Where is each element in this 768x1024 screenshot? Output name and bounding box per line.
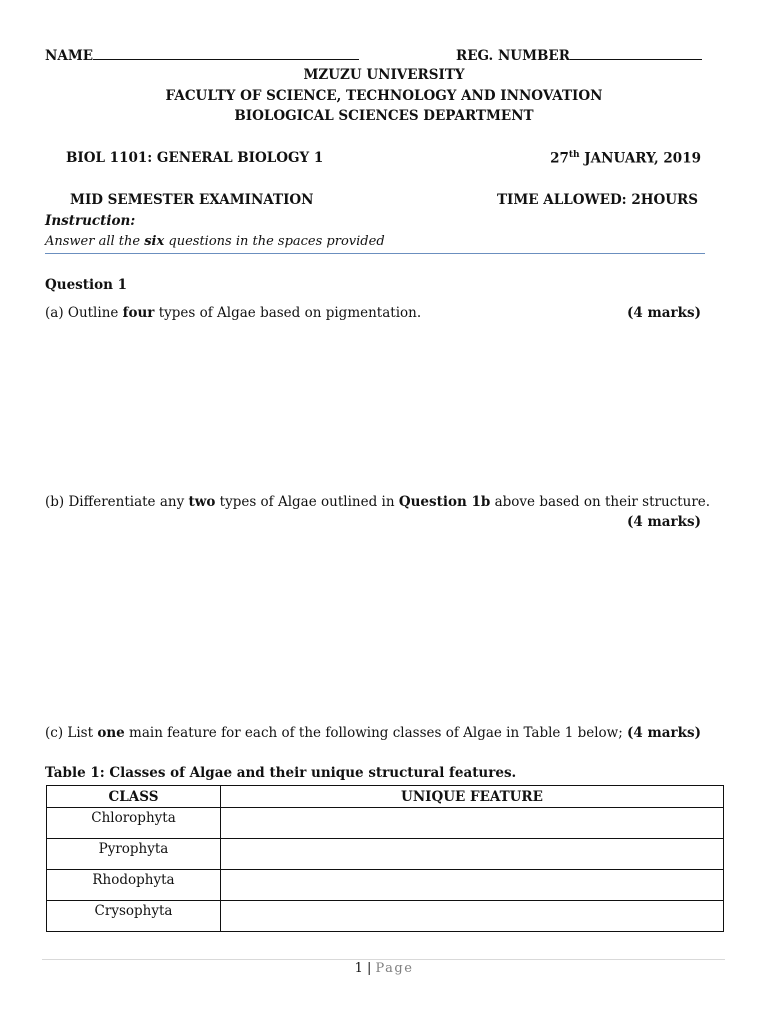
table-row <box>47 808 724 839</box>
reg-number-label: REG. NUMBER <box>456 48 570 64</box>
question-1b-marks: (4 marks) <box>627 514 701 530</box>
question-1b-reference: Question 1b <box>398 494 491 510</box>
table-cell-class: Rhodophyta <box>47 870 221 901</box>
name-field <box>45 47 359 64</box>
question-1a-post: types of Algae based on pigmentation. <box>154 305 422 321</box>
table-header-row <box>47 786 724 808</box>
page-footer <box>0 961 768 976</box>
name-label: NAME <box>45 48 94 64</box>
question-1c-marks: (4 marks) <box>627 725 701 741</box>
table-header-class: CLASS <box>47 786 221 808</box>
table-row <box>47 839 724 870</box>
reg-number-blank-line <box>570 47 702 60</box>
exam-date-rest: JANUARY, 2019 <box>579 150 701 167</box>
exam-date-day: 27 <box>550 150 569 167</box>
instruction-text-post: questions in the spaces provided <box>164 234 385 249</box>
table-cell-class: Chlorophyta <box>47 808 221 839</box>
instruction-text-pre: Answer all the <box>45 234 145 249</box>
table-cell-feature[interactable] <box>221 870 724 901</box>
question-1c-pre: (c) List <box>45 725 98 741</box>
question-1a-pre: (a) Outline <box>45 305 123 321</box>
reg-number-field <box>456 47 702 64</box>
footer-divider <box>42 959 725 960</box>
table-cell-feature[interactable] <box>221 839 724 870</box>
question-1c-post: main feature for each of the following classes of Algae in Table 1 below; <box>124 725 623 741</box>
question-1-title: Question 1 <box>45 277 128 293</box>
exam-title: MID SEMESTER EXAMINATION <box>70 192 314 208</box>
algae-classes-table <box>46 785 724 932</box>
table-cell-feature[interactable] <box>221 901 724 932</box>
instruction-divider <box>45 253 705 254</box>
exam-date <box>550 150 701 167</box>
question-1a-emphasis: four <box>122 305 155 321</box>
time-allowed: TIME ALLOWED: 2HOURS <box>496 192 698 208</box>
table-row <box>47 870 724 901</box>
question-1b-text <box>45 494 710 510</box>
table-header-feature: UNIQUE FEATURE <box>221 786 724 808</box>
question-1b-emphasis: two <box>188 494 216 510</box>
question-1b-mid: types of Algae outlined in <box>215 494 399 510</box>
question-1a-marks: (4 marks) <box>627 305 701 321</box>
faculty-name: FACULTY OF SCIENCE, TECHNOLOGY AND INNOVATION <box>165 88 603 104</box>
table-row <box>47 901 724 932</box>
instruction-label: Instruction: <box>45 213 136 229</box>
question-1c-text <box>45 725 623 741</box>
name-blank-line <box>93 47 359 60</box>
page-number: 1 <box>354 961 363 976</box>
university-name: MZUZU UNIVERSITY <box>303 67 465 83</box>
table-caption: Table 1: Classes of Algae and their unique structural features. <box>45 765 517 781</box>
table-cell-class: Pyrophyta <box>47 839 221 870</box>
course-code: BIOL 1101: GENERAL BIOLOGY 1 <box>66 150 324 166</box>
exam-date-suffix: th <box>568 150 580 160</box>
question-1a-text <box>45 305 421 321</box>
question-1c-emphasis: one <box>97 725 125 741</box>
department-name: BIOLOGICAL SCIENCES DEPARTMENT <box>234 108 534 124</box>
page-separator: | <box>362 961 376 976</box>
question-1b-post: above based on their structure. <box>490 494 711 510</box>
instruction-text <box>45 234 385 249</box>
table-cell-feature[interactable] <box>221 808 724 839</box>
instruction-text-emphasis: six <box>144 234 165 249</box>
page-label: Page <box>375 961 414 976</box>
table-cell-class: Crysophyta <box>47 901 221 932</box>
question-1b-pre: (b) Differentiate any <box>45 494 189 510</box>
